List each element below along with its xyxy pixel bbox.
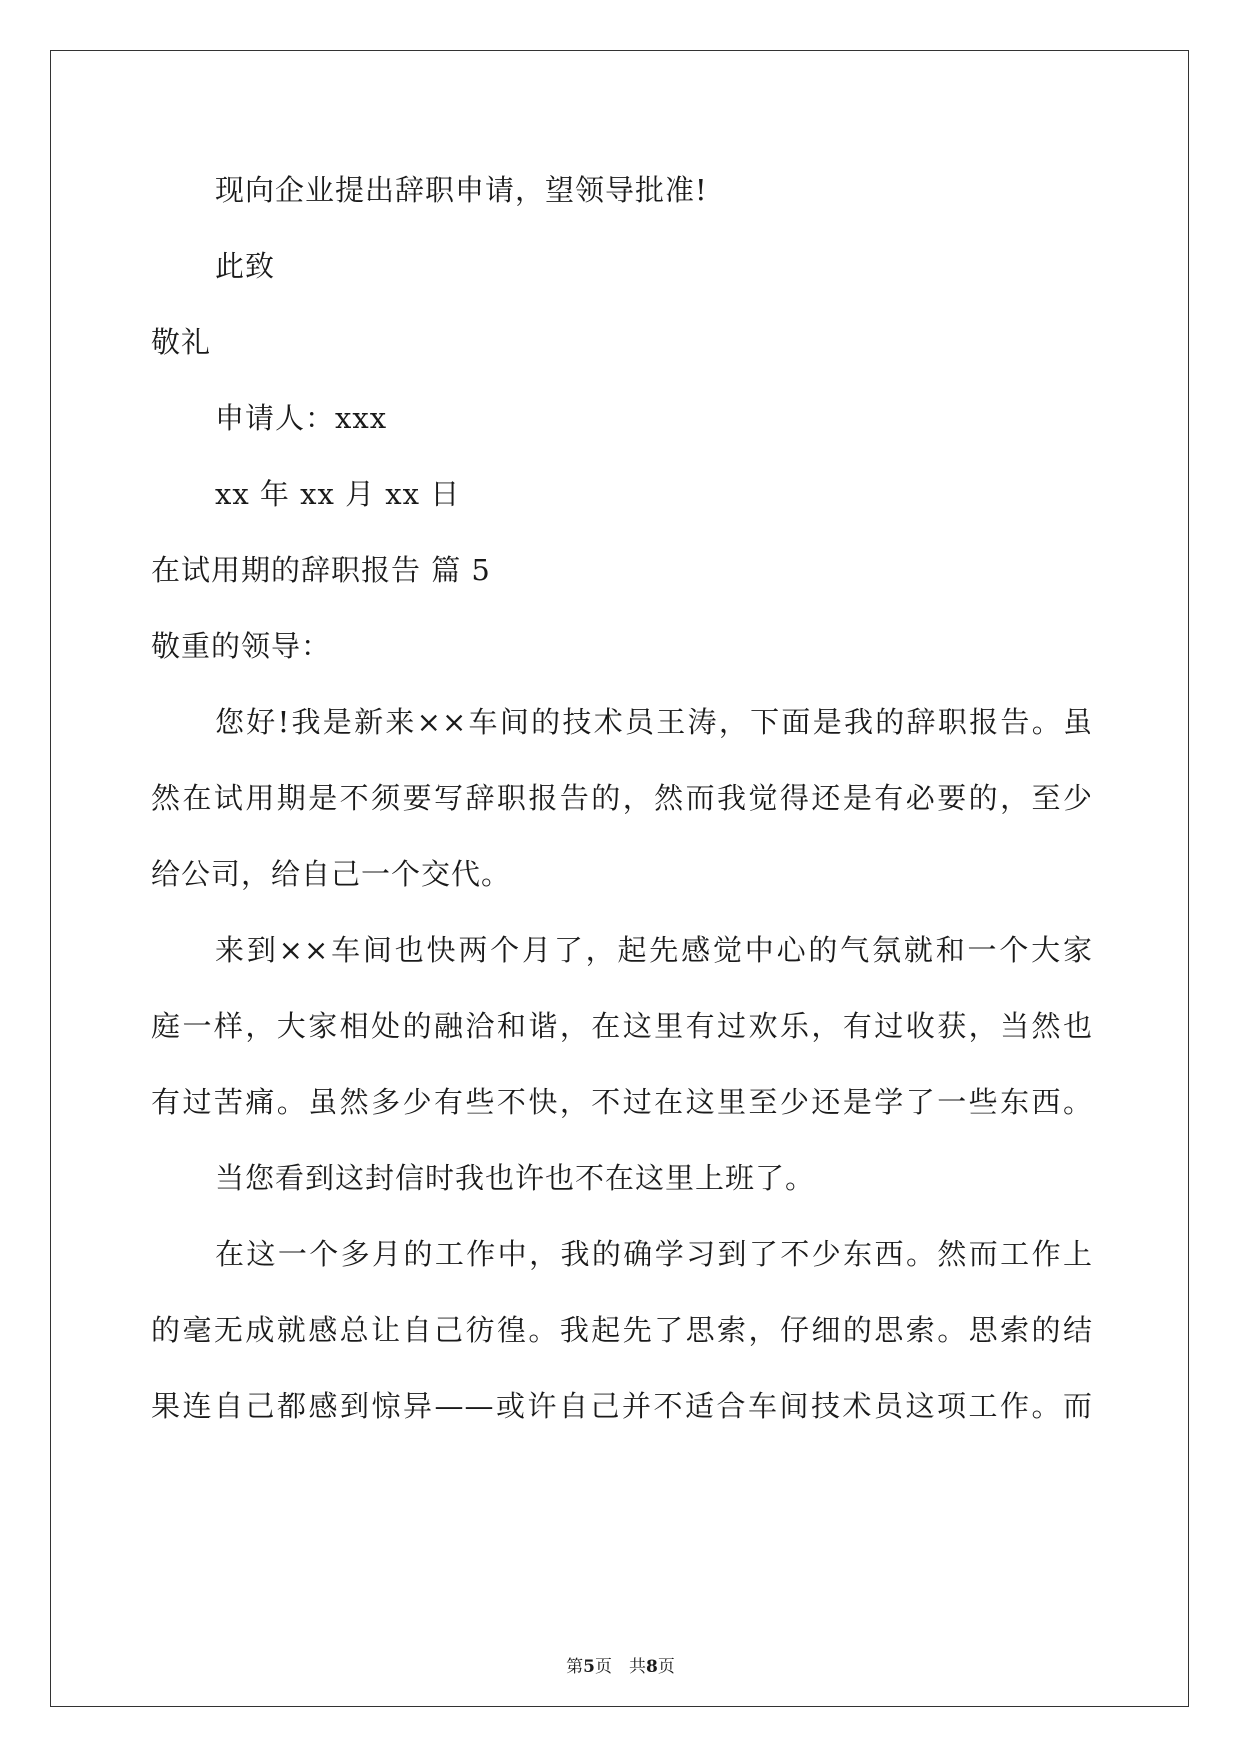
paragraph-line: 给公司，给自己一个交代。	[151, 857, 512, 891]
page-mid: 页 共	[595, 1657, 646, 1677]
applicant-line: 申请人：xxx	[215, 401, 388, 435]
paragraph-line: 来到××车间也快两个月了，起先感觉中心的气氛就和一个大家	[215, 933, 1093, 967]
paragraph-line: 有过苦痛。虽然多少有些不快，不过在这里至少还是学了一些东西。	[151, 1085, 1093, 1119]
paragraph-line: 您好!我是新来××车间的技术员王涛，下面是我的辞职报告。虽	[215, 705, 1093, 739]
paragraph-line: 果连自己都感到惊异——或许自己并不适合车间技术员这项工作。而	[151, 1389, 1093, 1423]
page-footer	[0, 1655, 1241, 1679]
page-prefix: 第	[566, 1657, 584, 1677]
paragraph-line: 的毫无成就感总让自己彷徨。我起先了思索，仔细的思索。思索的结	[151, 1313, 1093, 1347]
closing-regards: 敬礼	[151, 325, 212, 359]
paragraph-line: 在这一个多月的工作中，我的确学习到了不少东西。然而工作上	[215, 1237, 1093, 1271]
paragraph-line: 然在试用期是不须要写辞职报告的，然而我觉得还是有必要的，至少	[151, 781, 1093, 815]
date-line: xx 年 xx 月 xx 日	[215, 477, 461, 511]
page-current: 5	[583, 1657, 595, 1677]
section-title: 在试用期的辞职报告 篇 5	[151, 553, 491, 587]
paragraph-line: 庭一样，大家相处的融洽和谐，在这里有过欢乐，有过收获，当然也	[151, 1009, 1093, 1043]
page-total: 8	[646, 1657, 658, 1677]
paragraph-line: 当您看到这封信时我也许也不在这里上班了。	[215, 1161, 816, 1195]
closing-salutation: 此致	[215, 249, 276, 283]
greeting-line: 敬重的领导：	[151, 629, 332, 663]
page-suffix: 页	[657, 1657, 675, 1677]
paragraph-line: 现向企业提出辞职申请，望领导批准!	[215, 173, 708, 207]
